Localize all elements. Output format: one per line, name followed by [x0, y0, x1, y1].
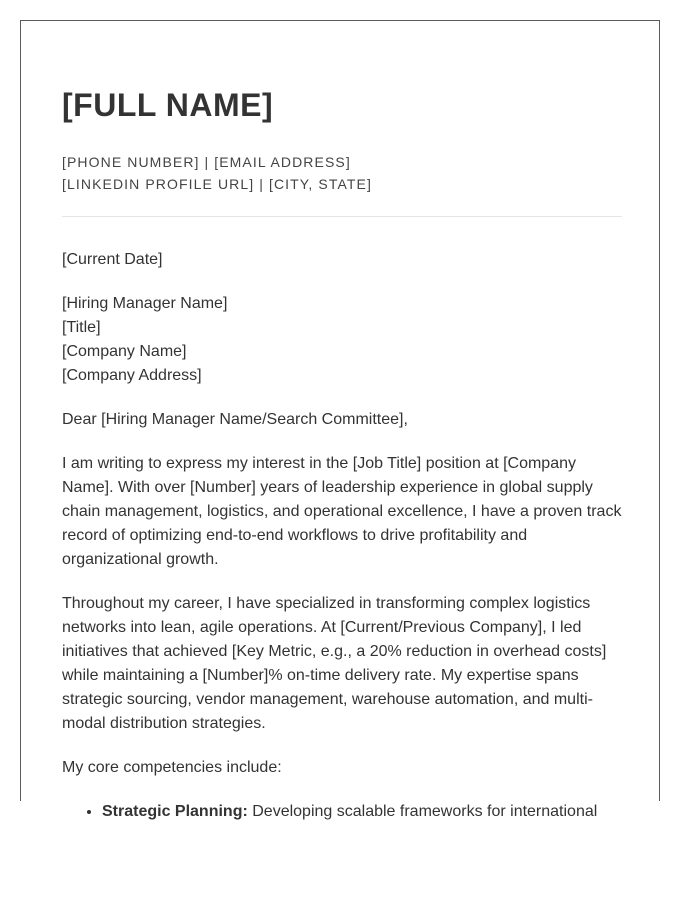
contact-line-phone-email: [PHONE NUMBER] | [EMAIL ADDRESS]	[62, 154, 351, 170]
recipient-block	[62, 292, 622, 388]
applicant-name: [FULL NAME]	[62, 87, 274, 123]
recipient-name: [Hiring Manager Name]	[62, 295, 228, 312]
document-page	[20, 20, 660, 820]
letter-body	[62, 248, 622, 824]
letter-date: [Current Date]	[62, 251, 163, 268]
competencies-intro: My core competencies include:	[62, 759, 282, 776]
competencies-list	[62, 800, 622, 824]
recipient-company-address: [Company Address]	[62, 367, 202, 384]
contact-info	[62, 151, 622, 195]
contact-line-linkedin-location: [LINKEDIN PROFILE URL] | [CITY, STATE]	[62, 176, 372, 192]
competency-item	[102, 800, 622, 824]
letter-content	[62, 85, 622, 824]
header-divider	[62, 216, 622, 217]
intro-paragraph: I am writing to express my interest in the [Job Title] position at [Company Name]. With over [Number] years of leadership experience in global supply chain management, logistics, and operational excellence, I have a proven track record of optimizing end-to-end workflows to drive profitability and organizational growth.	[62, 455, 622, 568]
recipient-company-name: [Company Name]	[62, 343, 187, 360]
experience-paragraph: Throughout my career, I have specialized in transforming complex logistics networks into lean, agile operations. At [Current/Previous Company], I led initiatives that achieved [Key Metric, e.g., a 20% reduction in overhead costs] while maintaining a [Number]% on-time delivery rate. My expertise spans strategic sourcing, vendor management, warehouse automation, and multi-modal distribution strategies.	[62, 595, 607, 732]
recipient-title: [Title]	[62, 319, 101, 336]
competency-text: Developing scalable frameworks for international	[247, 803, 598, 820]
salutation: Dear [Hiring Manager Name/Search Committee],	[62, 411, 408, 428]
competency-title: Strategic Planning:	[102, 803, 248, 820]
